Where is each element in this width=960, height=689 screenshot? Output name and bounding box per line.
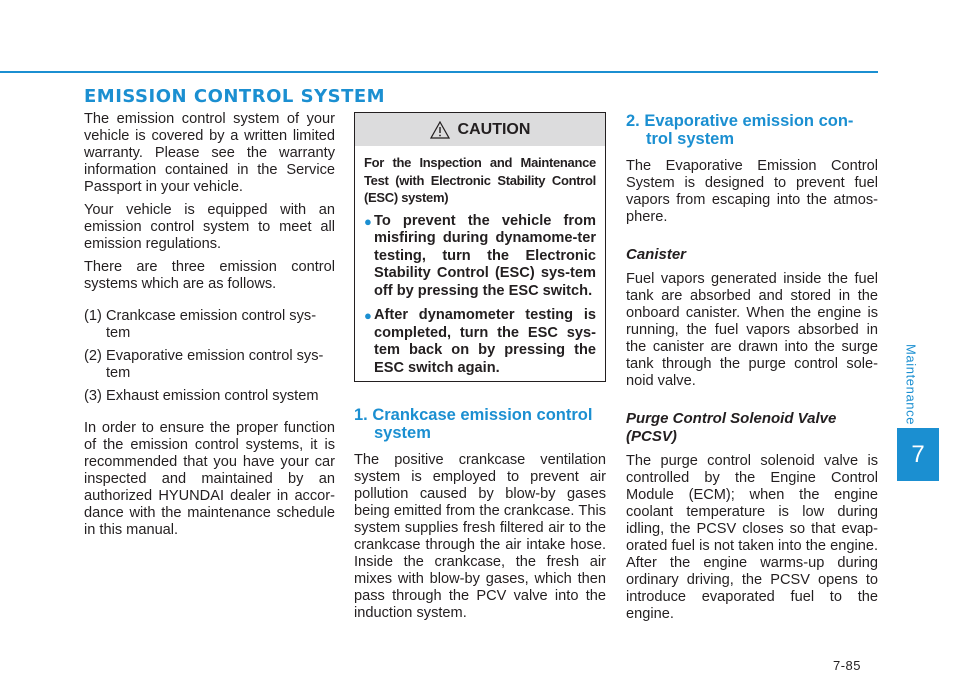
canister-heading: Canister	[626, 246, 687, 263]
chapter-tab-label: Maintenance	[903, 344, 919, 426]
intro-paragraph-1: The emission control system of your vehicle is covered by a written limited warranty. Please see the warranty information contained in the Service Passport in your vehicle.	[84, 111, 335, 195]
intro-paragraph-3: There are three emission control systems which are as follows.	[84, 259, 335, 292]
right-column	[626, 112, 878, 629]
middle-column	[354, 112, 606, 628]
emission-systems-list	[84, 308, 335, 405]
bullet-icon: ●	[364, 308, 372, 323]
page-number: 7-85	[833, 658, 862, 673]
pcsv-heading: Purge Control Solenoid Valve (PCSV)	[626, 410, 837, 445]
section-title: EMISSION CONTROL SYSTEM	[84, 86, 386, 107]
intro-paragraph-2: Your vehicle is equipped with an emission control system to meet all emission regulations.	[84, 202, 335, 252]
list-item-text: Crankcase emission control sys-tem	[106, 308, 317, 341]
chapter-number-tab: 7	[897, 428, 939, 481]
list-item-number: (1)	[84, 308, 102, 324]
caution-label: CAUTION	[457, 121, 531, 138]
intro-closing-paragraph: In order to ensure the proper function of the emission control systems, it is recommended that you have your car inspected and maintained by an authorized HYUNDAI dealer in accor-dance with the maintenance schedule in this manual.	[84, 420, 335, 538]
crankcase-body: The positive crankcase ventilation system is employed to prevent air pollution caused by blow-by gases being emitted from the crankcase. This system supplies fresh filtered air to the crankcase through the air intake hose. Inside the crankcase, the fresh air mixes with blow-by gases, which then pass through the PCV valve into the induction system.	[354, 452, 606, 621]
bullet-icon: ●	[364, 213, 372, 229]
evaporative-body: The Evaporative Emission Control System is designed to prevent fuel vapors from escaping into the atmos-phere.	[626, 158, 878, 225]
crankcase-heading: 1. Crankcase emission control system	[354, 406, 593, 442]
caution-bullet-text: After dynamometer testing is completed, turn the ESC sys-tem back on by pressing the ESC switch again.	[374, 307, 596, 376]
list-item-number: (3)	[84, 388, 102, 404]
list-item	[84, 308, 335, 342]
list-item	[84, 388, 335, 405]
list-item-text: Evaporative emission control sys-tem	[106, 348, 324, 381]
top-rule	[0, 71, 878, 73]
caution-intro: For the Inspection and Maintenance Test (with Electronic Stability Control (ESC) system)	[364, 155, 596, 205]
list-item	[84, 348, 335, 382]
pcsv-body: The purge control solenoid valve is controlled by the Engine Control Module (ECM); when the engine coolant temperature is low during idling, the PCSV closes so that evap-orated fuel is not taken into the engine. After the engine warms-up during ordinary driving, the PCSV opens to introduce evaporated fuel to the engine.	[626, 453, 878, 622]
caution-bullet	[364, 307, 596, 377]
caution-bullet	[364, 213, 596, 301]
caution-box	[354, 112, 606, 382]
list-item-text: Exhaust emission control system	[106, 388, 319, 404]
evaporative-heading: 2. Evaporative emission con-trol system	[626, 112, 854, 148]
caution-header	[355, 113, 605, 146]
caution-body	[355, 146, 605, 377]
list-item-number: (2)	[84, 348, 102, 364]
caution-bullet-text: To prevent the vehicle from misfiring during dynamome-ter testing, turn the Electronic Stability Control (ESC) sys-tem off by pressing the ESC switch.	[374, 212, 596, 299]
warning-triangle-icon	[430, 121, 450, 139]
intro-column	[84, 111, 335, 545]
canister-body: Fuel vapors generated inside the fuel tank are absorbed and stored in the onboard canister. When the engine is running, the fuel vapors absorbed in the canister are drawn into the surge tank through the purge control sole-noid valve.	[626, 271, 878, 389]
